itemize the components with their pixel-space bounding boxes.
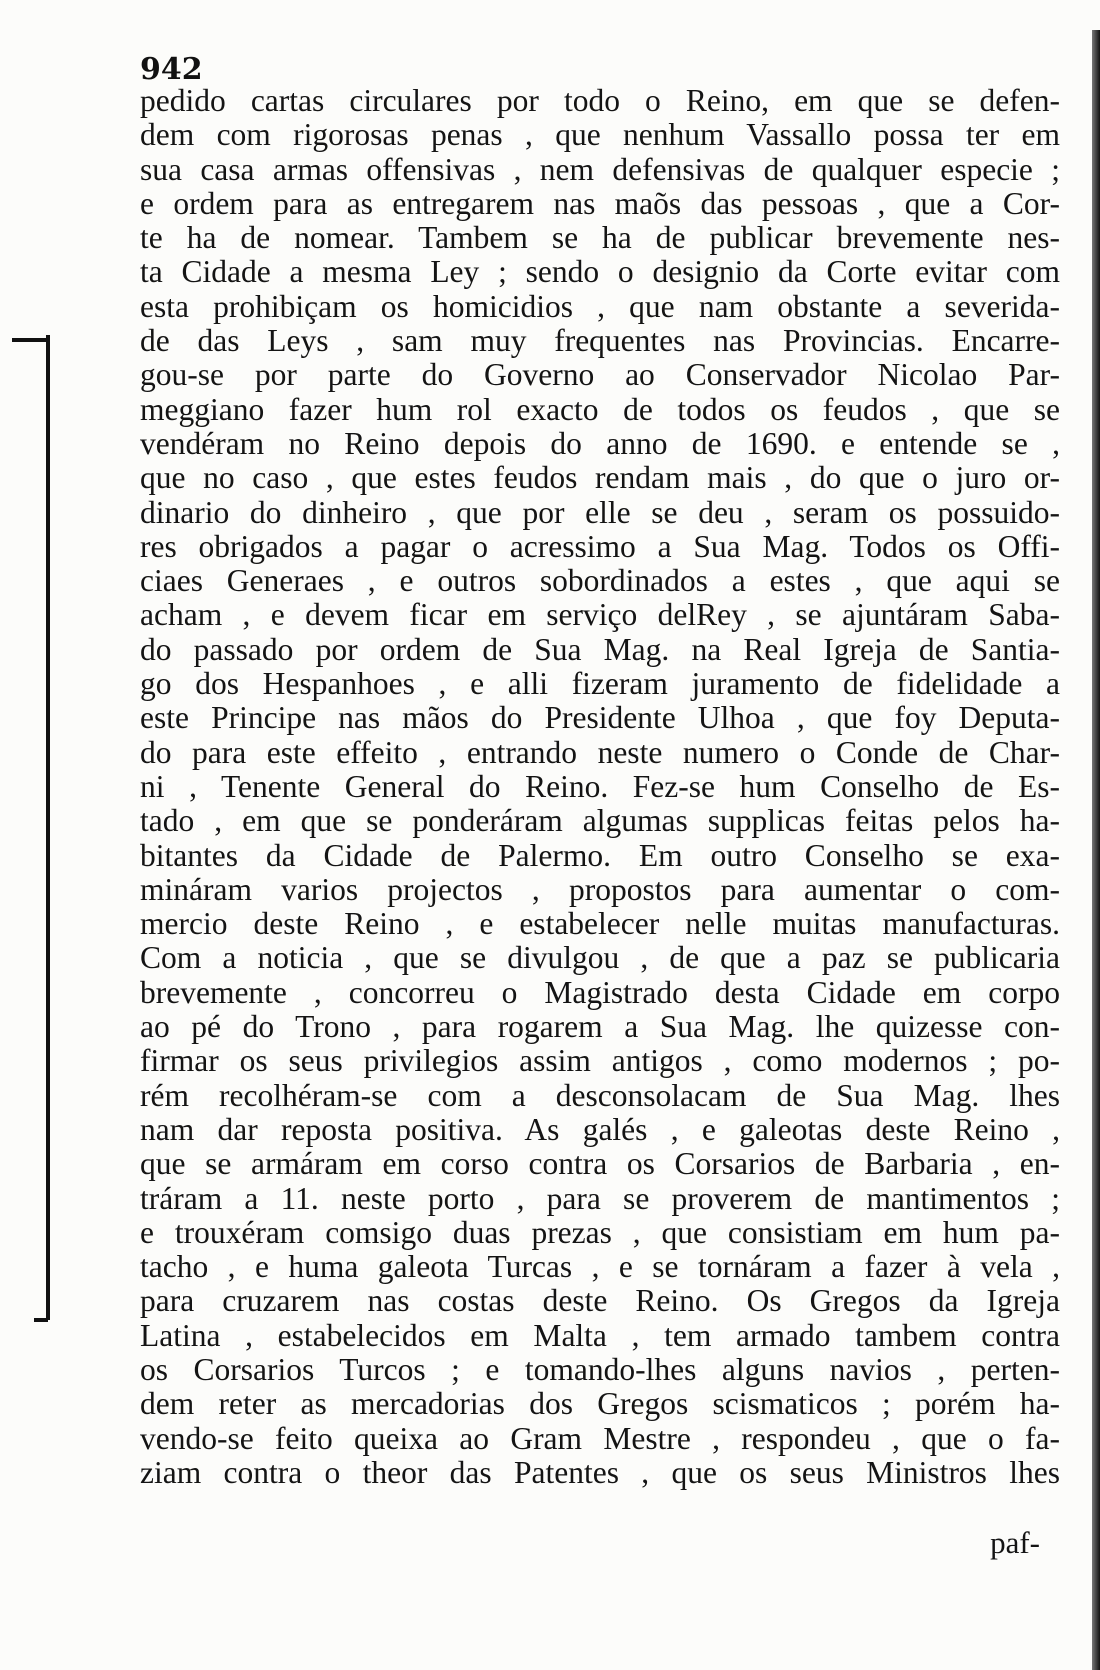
page-edge bbox=[1092, 30, 1100, 1670]
text-line: esta prohibiçam os homicidios , que nam obstante a severida- bbox=[140, 289, 1060, 324]
text-line: do para este effeito , entrando neste numero o Conde de Char- bbox=[140, 735, 1060, 770]
text-line: vendéram no Reino depois do anno de 1690. e entende se , bbox=[140, 426, 1060, 461]
text-line: e ordem para as entregarem nas maõs das pessoas , que a Cor- bbox=[140, 186, 1060, 221]
text-line: pedido cartas circulares por todo o Reino, em que se defen- bbox=[140, 84, 1060, 118]
text-line: ta Cidade a mesma Ley ; sendo o designio da Corte evitar com bbox=[140, 255, 1060, 290]
text-line: te ha de nomear. Tambem se ha de publicar brevemente nes- bbox=[140, 221, 1060, 256]
text-line: e trouxéram comsigo duas prezas , que consistiam em hum pa- bbox=[140, 1215, 1060, 1250]
text-line: rém recolhéram-se com a desconsolacam de Sua Mag. lhes bbox=[140, 1078, 1060, 1113]
text-line: os Corsarios Turcos ; e tomando-lhes alguns navios , perten- bbox=[140, 1352, 1060, 1387]
text-line: ao pé do Trono , para rogarem a Sua Mag. lhe quizesse con- bbox=[140, 1010, 1060, 1045]
text-line: mináram varios projectos , propostos para aumentar o com- bbox=[140, 872, 1060, 907]
text-line: tacho , e huma galeota Turcas , e se tornáram a fazer à vela , bbox=[140, 1250, 1060, 1285]
text-line: que se armáram em corso contra os Corsarios de Barbaria , en- bbox=[140, 1147, 1060, 1182]
text-line: ciaes Generaes , e outros sobordinados a estes , que aqui se bbox=[140, 564, 1060, 599]
text-line: brevemente , concorreu o Magistrado desta Cidade em corpo bbox=[140, 975, 1060, 1010]
text-line: ni , Tenente General do Reino. Fez-se hum Conselho de Es- bbox=[140, 769, 1060, 804]
text-line: dem com rigorosas penas , que nenhum Vassallo possa ter em bbox=[140, 118, 1060, 153]
text-line: este Principe nas mãos do Presidente Ulhoa , que foy Deputa- bbox=[140, 701, 1060, 736]
text-line: tráram a 11. neste porto , para se proverem de mantimentos ; bbox=[140, 1181, 1060, 1216]
text-line: dem reter as mercadorias dos Gregos scismaticos ; porém ha- bbox=[140, 1387, 1060, 1422]
text-line: ziam contra o theor das Patentes , que os seus Ministros lhes bbox=[140, 1455, 1060, 1490]
text-line: res obrigados a pagar o acressimo a Sua Mag. Todos os Offi- bbox=[140, 529, 1060, 564]
text-line: nam dar reposta positiva. As galés , e galeotas deste Reino , bbox=[140, 1112, 1060, 1147]
margin-rule bbox=[46, 335, 50, 1320]
text-line: Latina , estabelecidos em Malta , tem armado tambem contra bbox=[140, 1318, 1060, 1353]
text-line: para cruzarem nas costas deste Reino. Os Gregos da Igreja bbox=[140, 1284, 1060, 1319]
text-line: que no caso , que estes feudos rendam mais , do que o juro or- bbox=[140, 461, 1060, 496]
margin-mark bbox=[12, 338, 48, 342]
text-line: firmar os seus privilegios assim antigos , como modernos ; po- bbox=[140, 1044, 1060, 1079]
catchword: paf- bbox=[990, 1525, 1040, 1560]
text-line: meggiano fazer hum rol exacto de todos os feudos , que se bbox=[140, 392, 1060, 427]
margin-mark bbox=[34, 1318, 48, 1322]
body-text bbox=[140, 84, 1060, 1490]
text-line: sua casa armas offensivas , nem defensivas de qualquer especie ; bbox=[140, 152, 1060, 187]
text-line: vendo-se feito queixa ao Gram Mestre , respondeu , que o fa- bbox=[140, 1421, 1060, 1456]
text-line: mercio deste Reino , e estabelecer nelle muitas manufacturas. bbox=[140, 907, 1060, 942]
page-number: 942 bbox=[140, 52, 203, 87]
text-line: Com a noticia , que se divulgou , de que a paz se publicaria bbox=[140, 941, 1060, 976]
text-line: go dos Hespanhoes , e alli fizeram juramento de fidelidade a bbox=[140, 667, 1060, 702]
text-line: gou-se por parte do Governo ao Conservador Nicolao Par- bbox=[140, 358, 1060, 393]
text-line: de das Leys , sam muy frequentes nas Provincias. Encarre- bbox=[140, 324, 1060, 359]
text-line: bitantes da Cidade de Palermo. Em outro Conselho se exa- bbox=[140, 838, 1060, 873]
text-line: acham , e devem ficar em serviço delRey , se ajuntáram Saba- bbox=[140, 598, 1060, 633]
text-line: tado , em que se ponderáram algumas supplicas feitas pelos ha- bbox=[140, 804, 1060, 839]
text-line: do passado por ordem de Sua Mag. na Real Igreja de Santia- bbox=[140, 632, 1060, 667]
text-line: dinario do dinheiro , que por elle se deu , seram os possuido- bbox=[140, 495, 1060, 530]
